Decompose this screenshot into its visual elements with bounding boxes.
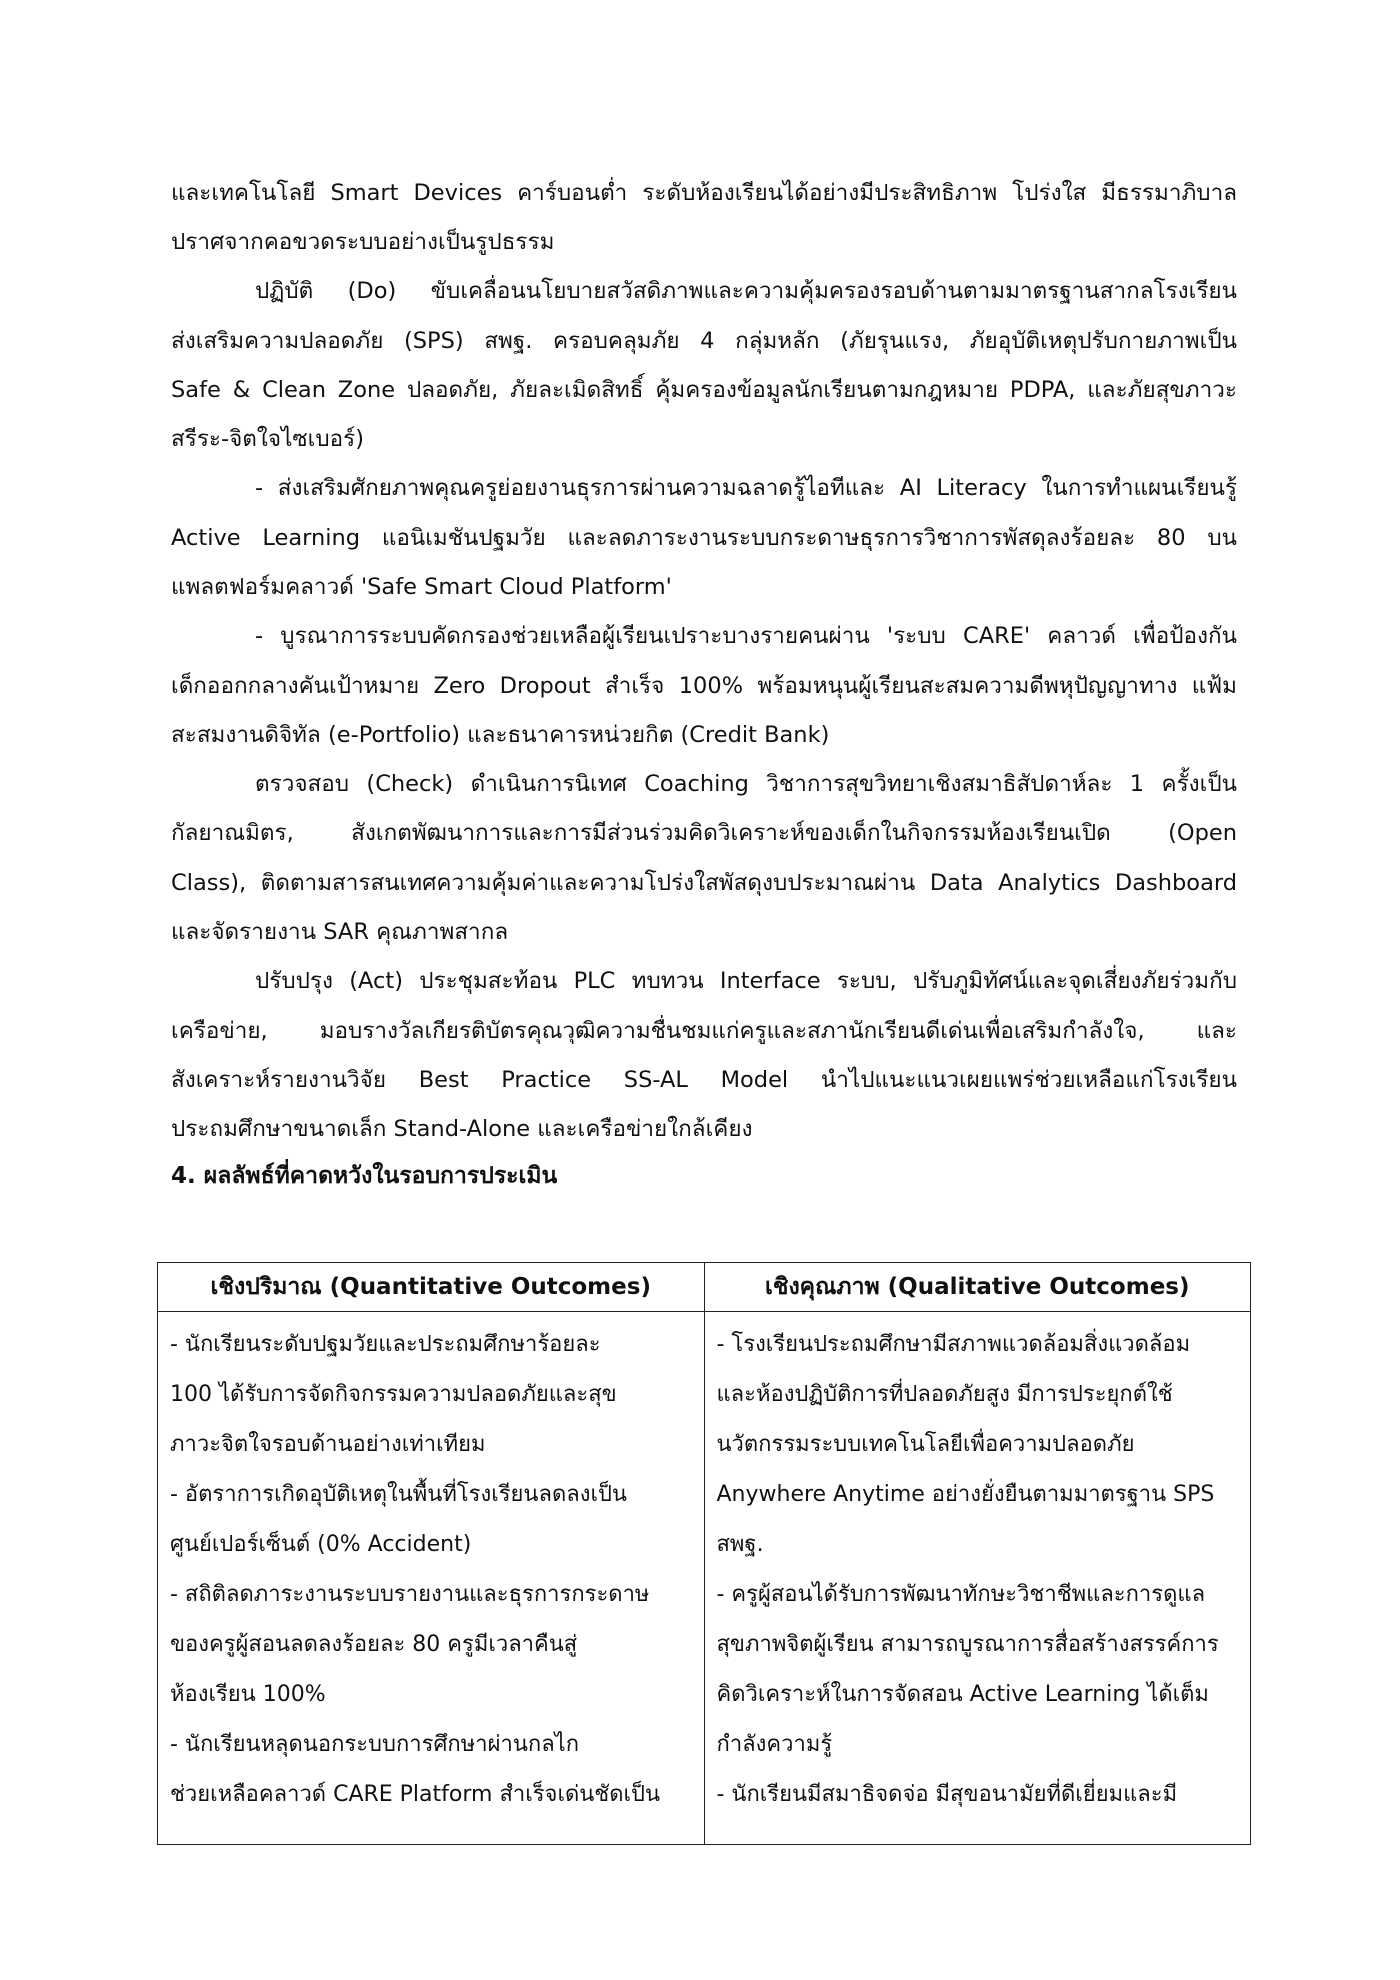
text-line: แพลตฟอร์มคลาวด์ 'Safe Smart Cloud Platform' bbox=[171, 574, 672, 600]
cell-line: - ครูผู้สอนได้รับการพัฒนาทักษะวิชาชีพและการดูแล bbox=[716, 1582, 1206, 1607]
text-line: ปรับปรุง (Act) ประชุมสะท้อน PLC ทบทวน Interface ระบบ, ปรับภูมิทัศน์และจุดเสี่ยงภัยร่วมกับ bbox=[255, 968, 1237, 994]
cell-line: สพฐ. bbox=[716, 1532, 764, 1557]
text-line: สรีระ-จิตใจไซเบอร์) bbox=[171, 426, 365, 452]
text-line: Active Learning แอนิเมชันปฐมวัย และลดภาระงานระบบกระดาษธุรการวิชาการพัสดุลงร้อยละ 80 บน bbox=[171, 525, 1237, 551]
quantitative-header: เชิงปริมาณ (Quantitative Outcomes) bbox=[158, 1263, 705, 1312]
text-line: ปฏิบัติ (Do) ขับเคลื่อนนโยบายสวัสดิภาพและความคุ้มครองรอบด้านตามมาตรฐานสากลโรงเรียน bbox=[255, 278, 1237, 304]
cell-line: - นักเรียนระดับปฐมวัยและประถมศึกษาร้อยละ bbox=[170, 1332, 601, 1357]
text-line: - บูรณาการระบบคัดกรองช่วยเหลือผู้เรียนเปราะบางรายคนผ่าน 'ระบบ CARE' คลาวด์ เพื่อป้องกัน bbox=[255, 623, 1237, 649]
cell-line: กำลังความรู้ bbox=[716, 1732, 833, 1757]
text-line: - ส่งเสริมศักยภาพคุณครูย่อยงานธุรการผ่านความฉลาดรู้ไอทีและ AI Literacy ในการทำแผนเรียนรู้ bbox=[255, 475, 1237, 501]
text-line: ตรวจสอบ (Check) ดำเนินการนิเทศ Coaching วิชาการสุขวิทยาเชิงสมาธิสัปดาห์ละ 1 ครั้งเป็น bbox=[255, 771, 1237, 797]
cell-line: - อัตราการเกิดอุบัติเหตุในพื้นที่โรงเรียนลดลงเป็น bbox=[170, 1482, 627, 1507]
cell-line: สุขภาพจิตผู้เรียน สามารถบูรณาการสื่อสร้างสรรค์การ bbox=[716, 1632, 1219, 1657]
cell-line: - นักเรียนหลุดนอกระบบการศึกษาผ่านกลไก bbox=[170, 1732, 580, 1757]
cell-line: ช่วยเหลือคลาวด์ CARE Platform สำเร็จเด่นชัดเป็น bbox=[170, 1782, 661, 1807]
table-row bbox=[158, 1312, 1251, 1845]
text-line: ส่งเสริมความปลอดภัย (SPS) สพฐ. ครอบคลุมภัย 4 กลุ่มหลัก (ภัยรุนแรง, ภัยอุบัติเหตุปรับกายภาพเป็น bbox=[171, 328, 1237, 354]
text-line: ปราศจากคอขวดระบบอย่างเป็นรูปธรรม bbox=[171, 229, 555, 255]
text-line: Class), ติดตามสารสนเทศความคุ้มค่าและความโปร่งใสพัสดุงบประมาณผ่าน Data Analytics Dashboard bbox=[171, 870, 1237, 896]
section-heading: 4. ผลลัพธ์ที่คาดหวังในรอบการประเมิน bbox=[171, 1163, 558, 1189]
cell-line: - โรงเรียนประถมศึกษามีสภาพแวดล้อมสิ่งแวดล้อม bbox=[716, 1332, 1191, 1357]
cell-line: และห้องปฏิบัติการที่ปลอดภัยสูง มีการประยุกต์ใช้ bbox=[716, 1382, 1173, 1407]
text-line: สังเคราะห์รายงานวิจัย Best Practice SS-AL Model นำไปแนะแนวเผยแพร่ช่วยเหลือแก่โรงเรียน bbox=[171, 1067, 1237, 1093]
cell-line: ศูนย์เปอร์เซ็นต์ (0% Accident) bbox=[170, 1532, 472, 1557]
cell-line: - สถิติลดภาระงานระบบรายงานและธุรการกระดาษ bbox=[170, 1582, 650, 1607]
text-line: และเทคโนโลยี Smart Devices คาร์บอนต่ำ ระดับห้องเรียนได้อย่างมีประสิทธิภาพ โปร่งใส มีธรรมาภิบาล bbox=[171, 180, 1237, 206]
cell-line: 100 ได้รับการจัดกิจกรรมความปลอดภัยและสุข bbox=[170, 1382, 617, 1407]
qualitative-cell bbox=[704, 1312, 1251, 1845]
text-line: สะสมงานดิจิทัล (e-Portfolio) และธนาคารหน่วยกิต (Credit Bank) bbox=[171, 722, 830, 748]
outcomes-table bbox=[157, 1262, 1251, 1845]
cell-line: ของครูผู้สอนลดลงร้อยละ 80 ครูมีเวลาคืนสู่ bbox=[170, 1632, 578, 1657]
cell-line: ห้องเรียน 100% bbox=[170, 1682, 326, 1707]
cell-line: นวัตกรรมระบบเทคโนโลยีเพื่อความปลอดภัย bbox=[716, 1432, 1135, 1457]
text-line: กัลยาณมิตร, สังเกตพัฒนาการและการมีส่วนร่วมคิดวิเคราะห์ของเด็กในกิจกรรมห้องเรียนเปิด (Open bbox=[171, 820, 1237, 846]
qualitative-header: เชิงคุณภาพ (Qualitative Outcomes) bbox=[704, 1263, 1251, 1312]
cell-line: คิดวิเคราะห์ในการจัดสอน Active Learning ได้เต็ม bbox=[716, 1682, 1209, 1707]
text-line: เครือข่าย, มอบรางวัลเกียรติบัตรคุณวุฒิความชื่นชมแก่ครูและสภานักเรียนดีเด่นเพื่อเสริมกำลังใจ, และ bbox=[171, 1018, 1237, 1044]
cell-line: Anywhere Anytime อย่างยั่งยืนตามมาตรฐาน SPS bbox=[716, 1482, 1215, 1507]
cell-line: - นักเรียนมีสมาธิจดจ่อ มีสุขอนามัยที่ดีเยี่ยมและมี bbox=[716, 1782, 1178, 1807]
text-line: เด็กออกกลางคันเป้าหมาย Zero Dropout สำเร็จ 100% พร้อมหนุนผู้เรียนสะสมความดีพหุปัญญาทาง แฟ้ม bbox=[171, 673, 1237, 699]
quantitative-cell bbox=[158, 1312, 705, 1845]
text-line: ประถมศึกษาขนาดเล็ก Stand-Alone และเครือข่ายใกล้เคียง bbox=[171, 1116, 753, 1142]
text-line: และจัดรายงาน SAR คุณภาพสากล bbox=[171, 919, 509, 945]
cell-line: ภาวะจิตใจรอบด้านอย่างเท่าเทียม bbox=[170, 1432, 486, 1457]
text-line: Safe & Clean Zone ปลอดภัย, ภัยละเมิดสิทธิ์ คุ้มครองข้อมูลนักเรียนตามกฎหมาย PDPA, และภัยสุขภาวะ bbox=[171, 377, 1237, 403]
table-header-row bbox=[158, 1263, 1251, 1312]
